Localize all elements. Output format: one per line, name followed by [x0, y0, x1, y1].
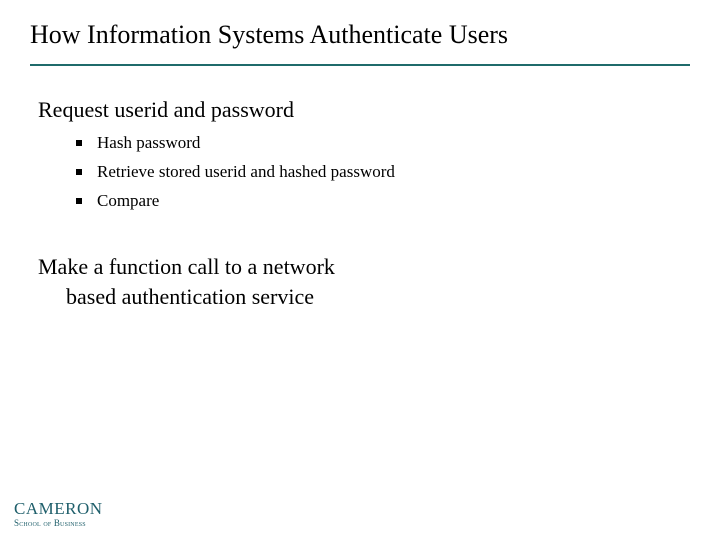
- bullet-request-credentials: Request userid and password: [38, 97, 295, 122]
- title-underline: [30, 64, 690, 66]
- square-bullet-icon: [76, 169, 82, 175]
- cameron-logo: [14, 500, 103, 529]
- bullet-network-auth: [38, 252, 398, 312]
- sub-bullet-text: Hash password: [97, 133, 201, 152]
- bullet-network-auth-line1: Make a function call to a network: [38, 254, 335, 279]
- sub-bullet-text: Compare: [97, 191, 160, 210]
- logo-subtitle: School of Business: [14, 518, 86, 528]
- bullet-network-auth-line2: based authentication service: [66, 284, 315, 309]
- sub-bullet-item: [76, 157, 395, 186]
- sub-bullet-item: [76, 128, 395, 157]
- square-bullet-icon: [76, 198, 82, 204]
- logo-wordmark: CAMERON: [14, 499, 103, 518]
- square-bullet-icon: [76, 140, 82, 146]
- slide-title: How Information Systems Authenticate Users: [30, 20, 509, 49]
- sub-bullet-text: Retrieve stored userid and hashed password: [97, 162, 395, 181]
- sub-bullet-item: [76, 186, 395, 215]
- sub-bullet-list: [76, 128, 395, 215]
